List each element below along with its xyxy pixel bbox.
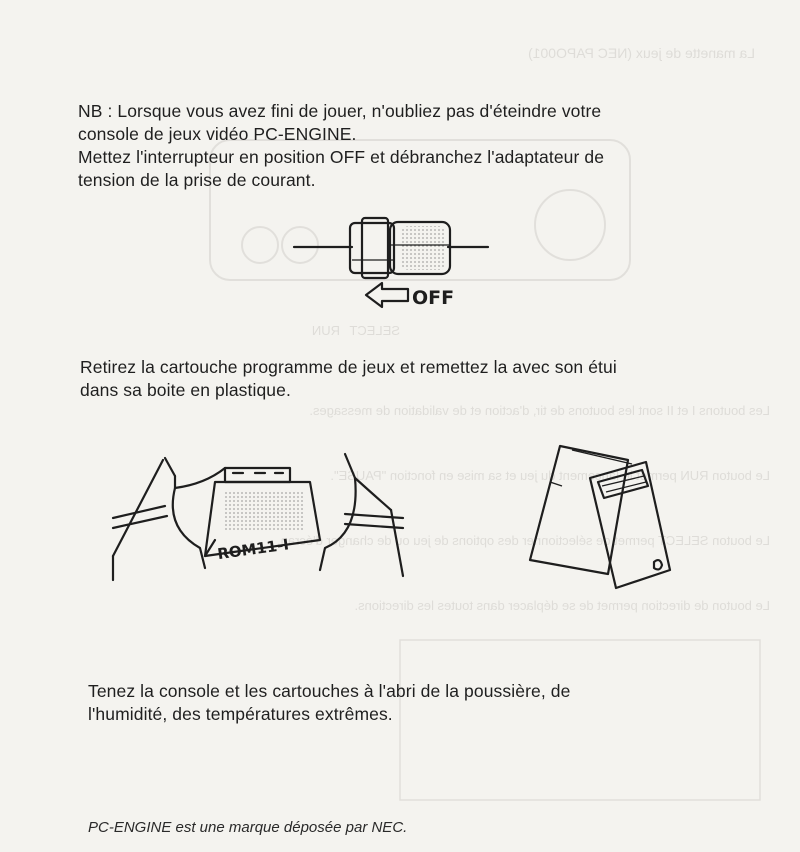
note-line-2: console de jeux vidéo PC-ENGINE. xyxy=(78,124,357,144)
power-off-note xyxy=(78,100,748,192)
power-switch-illustration xyxy=(290,205,500,315)
bleed-run: RUN xyxy=(311,323,340,338)
bleed-para-2: Le bouton RUN permet le lancement du jeu et sa mise en fonction "PAUSE". xyxy=(330,468,770,483)
cartridge-instruction xyxy=(80,356,720,402)
cartridge-line-2: dans sa boite en plastique. xyxy=(80,380,291,400)
note-line-4: tension de la prise de courant. xyxy=(78,170,316,190)
care-line-2: l'humidité, des températures extrêmes. xyxy=(88,704,393,724)
care-line-1: Tenez la console et les cartouches à l'abri de la poussière, de xyxy=(88,681,571,701)
note-line-1: NB : Lorsque vous avez fini de jouer, n'oubliez pas d'éteindre votre xyxy=(78,101,602,121)
note-line-3: Mettez l'interrupteur en position OFF et débranchez l'adaptateur de xyxy=(78,147,605,167)
bleed-para-3: Le bouton SELECT permet de sélectionner des options de jeu ou de changer d'écran. xyxy=(277,533,770,548)
off-label: OFF xyxy=(412,287,455,309)
storage-care-note xyxy=(88,680,728,726)
cartridge-line-1: Retirez la cartouche programme de jeux et remettez la avec son étui xyxy=(80,357,617,377)
cartridge-case-illustration xyxy=(520,442,680,592)
cartridge-label: ROM11-I xyxy=(216,535,290,564)
cartridge-slot-illustration xyxy=(105,448,410,583)
bleed-para-1: Les boutons I et II sont les boutons de tir, d'action et de validation de messages. xyxy=(309,403,770,418)
bleed-select: SELECT xyxy=(349,323,400,338)
bleed-header: La manette de jeux (NEC PAPO001) xyxy=(528,45,755,61)
trademark-footer: PC-ENGINE est une marque déposée par NEC. xyxy=(88,819,408,836)
arrow-left-icon xyxy=(366,283,408,307)
bleed-para-4: Le bouton de direction permet de se déplacer dans toutes les directions. xyxy=(354,598,770,613)
